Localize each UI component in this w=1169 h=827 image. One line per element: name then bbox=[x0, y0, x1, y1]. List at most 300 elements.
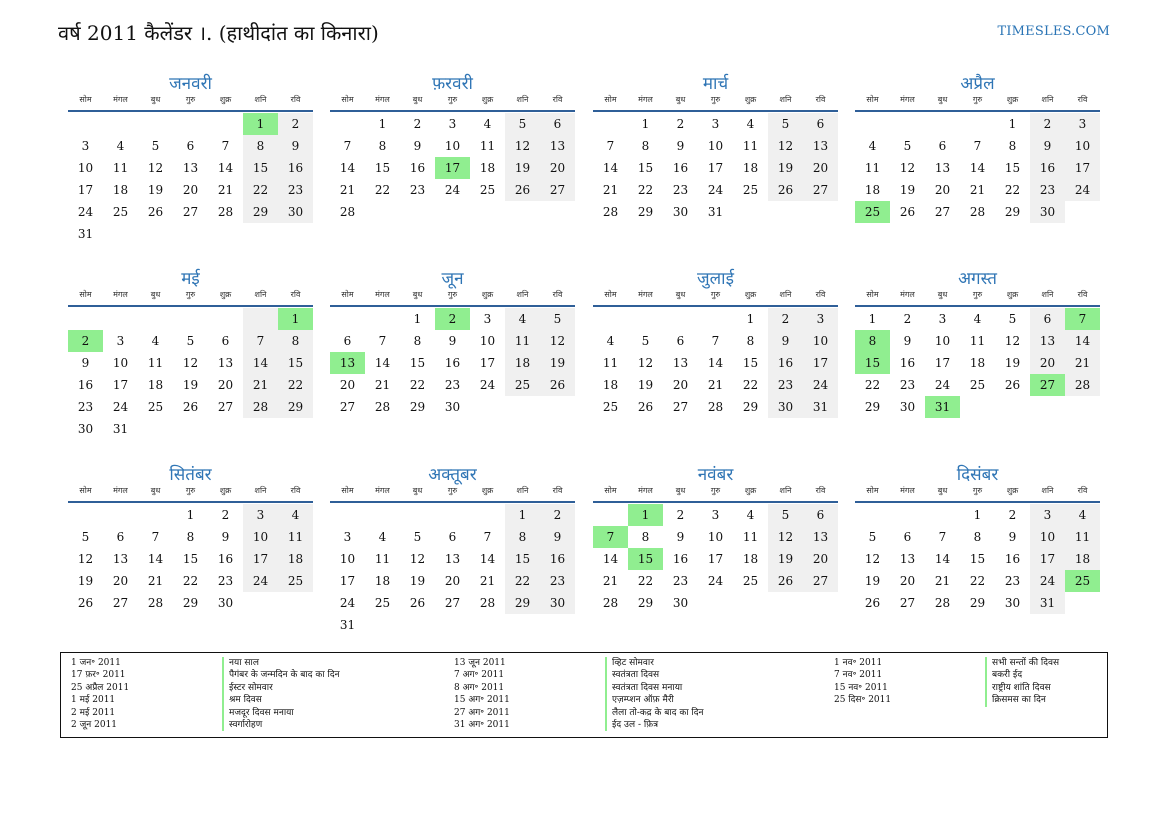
day-cell: 18 bbox=[479, 161, 496, 175]
header-rule bbox=[330, 110, 575, 112]
holiday-day-cell: 1 bbox=[628, 504, 663, 526]
day-cell: 13 bbox=[899, 552, 916, 566]
day-cell: 18 bbox=[147, 378, 164, 392]
day-grid bbox=[330, 308, 575, 418]
day-cell: 29 bbox=[1004, 205, 1021, 219]
day-cell: 19 bbox=[899, 183, 916, 197]
holiday-day-cell: 2 bbox=[68, 330, 103, 352]
day-cell: 17 bbox=[803, 352, 838, 374]
day-cell: 26 bbox=[768, 179, 803, 201]
day-cell: 19 bbox=[505, 157, 540, 179]
day-cell: 9 bbox=[413, 139, 422, 153]
day-cell: 30 bbox=[278, 201, 313, 223]
empty-cell bbox=[365, 308, 400, 330]
day-cell: 5 bbox=[413, 530, 422, 544]
day-cell: 3 bbox=[1065, 113, 1100, 135]
empty-cell bbox=[68, 113, 103, 135]
site-link[interactable]: TIMESLES.COM bbox=[997, 24, 1110, 39]
weekday-label: बुध bbox=[937, 486, 948, 495]
weekday-label: सोम bbox=[79, 290, 92, 299]
empty-cell bbox=[470, 504, 505, 526]
holiday-name: पैगंबर के जन्मदिन के बाद का दिन bbox=[222, 669, 340, 681]
day-cell: 20 bbox=[1030, 352, 1065, 374]
holiday-name: मजदूर दिवस मनाया bbox=[222, 707, 294, 719]
day-cell: 3 bbox=[938, 312, 947, 326]
day-cell: 4 bbox=[378, 530, 387, 544]
weekday-label: शुक्र bbox=[1006, 95, 1019, 104]
holiday-date: 25 दिस॰ 2011 bbox=[834, 695, 892, 706]
day-cell: 20 bbox=[672, 378, 689, 392]
day-cell: 12 bbox=[77, 552, 94, 566]
header-rule bbox=[330, 501, 575, 503]
day-cell: 16 bbox=[768, 352, 803, 374]
day-cell: 4 bbox=[868, 139, 877, 153]
month-block bbox=[330, 462, 575, 636]
day-cell: 6 bbox=[540, 113, 575, 135]
empty-cell bbox=[208, 308, 243, 330]
holiday-row bbox=[454, 694, 704, 706]
day-cell: 9 bbox=[278, 135, 313, 157]
day-cell: 5 bbox=[151, 139, 160, 153]
day-cell: 7 bbox=[243, 330, 278, 352]
month-name: अप्रैल bbox=[960, 74, 995, 94]
weekday-label: रवि bbox=[1077, 95, 1088, 104]
day-cell: 25 bbox=[742, 183, 759, 197]
day-cell: 15 bbox=[278, 352, 313, 374]
day-cell: 25 bbox=[505, 374, 540, 396]
day-cell: 28 bbox=[602, 596, 619, 610]
day-cell: 30 bbox=[672, 205, 689, 219]
day-cell: 24 bbox=[444, 183, 461, 197]
day-cell: 24 bbox=[112, 400, 129, 414]
weekday-label: शुक्र bbox=[219, 486, 232, 495]
holiday-date: 13 जून 2011 bbox=[454, 658, 506, 668]
day-cell: 18 bbox=[374, 574, 391, 588]
day-cell: 14 bbox=[147, 552, 164, 566]
day-cell: 12 bbox=[1004, 334, 1021, 348]
holiday-date: 15 अग॰ 2011 bbox=[454, 695, 510, 706]
day-cell: 21 bbox=[1065, 352, 1100, 374]
holiday-row bbox=[834, 694, 1059, 706]
day-cell: 25 bbox=[969, 378, 986, 392]
day-cell: 22 bbox=[243, 179, 278, 201]
day-cell: 18 bbox=[602, 378, 619, 392]
weekday-label: शनि bbox=[1041, 95, 1054, 104]
day-cell: 25 bbox=[147, 400, 164, 414]
holiday-row bbox=[454, 682, 704, 694]
holiday-name: बकरी ईद bbox=[985, 669, 1022, 681]
day-cell: 28 bbox=[969, 205, 986, 219]
day-cell: 29 bbox=[637, 205, 654, 219]
day-cell: 15 bbox=[374, 161, 391, 175]
day-cell: 14 bbox=[339, 161, 356, 175]
day-cell: 11 bbox=[742, 139, 759, 153]
weekday-label: शुक्र bbox=[1006, 486, 1019, 495]
day-cell: 10 bbox=[707, 139, 724, 153]
day-cell: 15 bbox=[742, 356, 759, 370]
holiday-list bbox=[60, 652, 1108, 738]
day-cell: 25 bbox=[112, 205, 129, 219]
day-cell: 22 bbox=[505, 570, 540, 592]
day-cell: 28 bbox=[374, 400, 391, 414]
holiday-row bbox=[71, 682, 340, 694]
day-cell: 28 bbox=[217, 205, 234, 219]
month-block bbox=[855, 71, 1100, 223]
day-cell: 10 bbox=[339, 552, 356, 566]
empty-cell bbox=[173, 308, 208, 330]
month-name: दिसंबर bbox=[956, 465, 999, 485]
day-cell: 21 bbox=[707, 378, 724, 392]
holiday-row bbox=[834, 682, 1059, 694]
day-cell: 24 bbox=[934, 378, 951, 392]
month-name: सितंबर bbox=[169, 465, 212, 485]
day-cell: 11 bbox=[147, 356, 164, 370]
empty-cell bbox=[103, 113, 138, 135]
day-cell: 5 bbox=[81, 530, 90, 544]
day-cell: 19 bbox=[637, 378, 654, 392]
day-cell: 12 bbox=[409, 552, 426, 566]
month-name: मार्च bbox=[702, 74, 729, 94]
weekday-label: गुरु bbox=[185, 290, 196, 299]
day-cell: 18 bbox=[278, 548, 313, 570]
day-cell: 10 bbox=[934, 334, 951, 348]
weekday-header bbox=[330, 484, 575, 498]
day-cell: 1 bbox=[505, 504, 540, 526]
holiday-date: 7 अग॰ 2011 bbox=[454, 670, 505, 681]
day-grid bbox=[68, 308, 313, 440]
day-cell: 14 bbox=[1065, 330, 1100, 352]
empty-cell bbox=[330, 113, 365, 135]
day-cell: 31 bbox=[77, 227, 94, 241]
day-cell: 23 bbox=[217, 574, 234, 588]
day-cell: 19 bbox=[1004, 356, 1021, 370]
day-cell: 31 bbox=[707, 205, 724, 219]
day-cell: 17 bbox=[707, 161, 724, 175]
weekday-label: शुक्र bbox=[481, 486, 494, 495]
holiday-date: 1 नव॰ 2011 bbox=[834, 658, 883, 668]
day-cell: 31 bbox=[112, 422, 129, 436]
weekday-label: मंगल bbox=[375, 95, 390, 104]
day-cell: 14 bbox=[217, 161, 234, 175]
day-cell: 14 bbox=[969, 161, 986, 175]
day-cell: 1 bbox=[1008, 117, 1017, 131]
day-cell: 21 bbox=[217, 183, 234, 197]
empty-cell bbox=[663, 308, 698, 330]
day-cell: 12 bbox=[864, 552, 881, 566]
day-cell: 18 bbox=[505, 352, 540, 374]
weekday-label: सोम bbox=[604, 95, 617, 104]
weekday-label: बुध bbox=[412, 95, 423, 104]
weekday-label: गुरु bbox=[185, 95, 196, 104]
day-cell: 14 bbox=[602, 161, 619, 175]
day-cell: 15 bbox=[637, 161, 654, 175]
day-cell: 15 bbox=[969, 552, 986, 566]
day-cell: 8 bbox=[186, 530, 195, 544]
day-cell: 13 bbox=[217, 356, 234, 370]
day-cell: 26 bbox=[182, 400, 199, 414]
empty-cell bbox=[400, 504, 435, 526]
day-cell: 17 bbox=[77, 183, 94, 197]
weekday-label: बुध bbox=[937, 290, 948, 299]
empty-cell bbox=[68, 308, 103, 330]
day-cell: 24 bbox=[339, 596, 356, 610]
day-cell: 22 bbox=[409, 378, 426, 392]
day-cell: 7 bbox=[221, 139, 230, 153]
day-cell: 27 bbox=[182, 205, 199, 219]
day-cell: 4 bbox=[973, 312, 982, 326]
day-cell: 4 bbox=[278, 504, 313, 526]
empty-cell bbox=[103, 308, 138, 330]
day-cell: 8 bbox=[641, 139, 650, 153]
weekday-label: गुरु bbox=[447, 290, 458, 299]
day-cell: 3 bbox=[343, 530, 352, 544]
day-cell: 21 bbox=[602, 574, 619, 588]
holiday-name: नया साल bbox=[222, 657, 259, 669]
holiday-day-cell: 8 bbox=[855, 330, 890, 352]
day-cell: 17 bbox=[243, 548, 278, 570]
day-cell: 29 bbox=[742, 400, 759, 414]
weekday-label: शुक्र bbox=[219, 290, 232, 299]
day-cell: 27 bbox=[112, 596, 129, 610]
holiday-day-cell: 2 bbox=[435, 308, 470, 330]
holiday-day-cell: 25 bbox=[1065, 570, 1100, 592]
day-cell: 31 bbox=[339, 618, 356, 632]
day-cell: 28 bbox=[339, 205, 356, 219]
day-cell: 8 bbox=[1008, 139, 1017, 153]
day-grid bbox=[330, 504, 575, 636]
day-cell: 8 bbox=[278, 330, 313, 352]
day-cell: 6 bbox=[343, 334, 352, 348]
day-cell: 20 bbox=[444, 574, 461, 588]
weekday-header bbox=[593, 288, 838, 302]
day-cell: 2 bbox=[278, 113, 313, 135]
day-cell: 14 bbox=[934, 552, 951, 566]
day-cell: 4 bbox=[505, 308, 540, 330]
day-cell: 24 bbox=[803, 374, 838, 396]
empty-cell bbox=[208, 113, 243, 135]
holiday-column bbox=[71, 657, 340, 731]
weekday-label: बुध bbox=[937, 95, 948, 104]
weekday-label: रवि bbox=[815, 486, 826, 495]
day-cell: 1 bbox=[868, 312, 877, 326]
day-cell: 11 bbox=[505, 330, 540, 352]
day-cell: 26 bbox=[147, 205, 164, 219]
day-cell: 11 bbox=[278, 526, 313, 548]
weekday-header bbox=[68, 93, 313, 107]
day-cell: 21 bbox=[934, 574, 951, 588]
holiday-name: स्वतंत्रता दिवस bbox=[605, 669, 659, 681]
holiday-date: 25 अप्रैल 2011 bbox=[71, 682, 130, 693]
day-cell: 22 bbox=[1004, 183, 1021, 197]
day-cell: 6 bbox=[1030, 308, 1065, 330]
month-block bbox=[68, 462, 313, 614]
day-cell: 23 bbox=[540, 570, 575, 592]
header-rule bbox=[68, 501, 313, 503]
day-cell: 3 bbox=[483, 312, 492, 326]
day-cell: 16 bbox=[672, 552, 689, 566]
day-cell: 30 bbox=[540, 592, 575, 614]
weekday-label: मंगल bbox=[375, 486, 390, 495]
day-cell: 11 bbox=[742, 530, 759, 544]
day-cell: 5 bbox=[186, 334, 195, 348]
day-cell: 8 bbox=[413, 334, 422, 348]
day-cell: 19 bbox=[540, 352, 575, 374]
day-cell: 20 bbox=[803, 548, 838, 570]
day-cell: 6 bbox=[903, 530, 912, 544]
day-cell: 1 bbox=[186, 508, 195, 522]
day-cell: 16 bbox=[1004, 552, 1021, 566]
weekday-label: शनि bbox=[779, 486, 792, 495]
day-cell: 28 bbox=[1065, 374, 1100, 396]
weekday-header bbox=[330, 93, 575, 107]
day-cell: 17 bbox=[339, 574, 356, 588]
weekday-label: बुध bbox=[150, 95, 161, 104]
day-cell: 21 bbox=[602, 183, 619, 197]
day-grid bbox=[855, 504, 1100, 614]
day-cell: 26 bbox=[637, 400, 654, 414]
header-rule bbox=[855, 305, 1100, 307]
day-grid bbox=[593, 308, 838, 418]
day-cell: 11 bbox=[479, 139, 496, 153]
day-cell: 22 bbox=[637, 574, 654, 588]
day-cell: 19 bbox=[768, 548, 803, 570]
day-cell: 17 bbox=[1030, 548, 1065, 570]
day-cell: 7 bbox=[378, 334, 387, 348]
header-rule bbox=[68, 305, 313, 307]
day-cell: 29 bbox=[969, 596, 986, 610]
holiday-day-cell: 31 bbox=[925, 396, 960, 418]
day-cell: 21 bbox=[243, 374, 278, 396]
month-name: जनवरी bbox=[169, 74, 212, 94]
holiday-day-cell: 25 bbox=[855, 201, 890, 223]
day-cell: 10 bbox=[1030, 526, 1065, 548]
empty-cell bbox=[243, 308, 278, 330]
day-cell: 18 bbox=[864, 183, 881, 197]
empty-cell bbox=[855, 113, 890, 135]
day-cell: 14 bbox=[374, 356, 391, 370]
weekday-header bbox=[593, 93, 838, 107]
day-cell: 16 bbox=[672, 161, 689, 175]
day-cell: 28 bbox=[147, 596, 164, 610]
month-block bbox=[855, 266, 1100, 418]
day-cell: 16 bbox=[77, 378, 94, 392]
weekday-label: बुध bbox=[412, 290, 423, 299]
holiday-name: व्हिट सोमवार bbox=[605, 657, 654, 669]
day-cell: 5 bbox=[768, 113, 803, 135]
day-cell: 25 bbox=[278, 570, 313, 592]
weekday-label: सोम bbox=[79, 486, 92, 495]
header-rule bbox=[593, 110, 838, 112]
weekday-header bbox=[330, 288, 575, 302]
day-cell: 3 bbox=[81, 139, 90, 153]
day-grid bbox=[68, 113, 313, 245]
day-cell: 27 bbox=[217, 400, 234, 414]
day-grid bbox=[68, 504, 313, 614]
day-cell: 9 bbox=[1008, 530, 1017, 544]
empty-cell bbox=[593, 113, 628, 135]
day-cell: 8 bbox=[378, 139, 387, 153]
day-cell: 1 bbox=[641, 117, 650, 131]
day-cell: 23 bbox=[672, 183, 689, 197]
day-cell: 5 bbox=[505, 113, 540, 135]
day-cell: 29 bbox=[182, 596, 199, 610]
day-cell: 18 bbox=[742, 552, 759, 566]
weekday-label: सोम bbox=[341, 95, 354, 104]
day-cell: 22 bbox=[278, 374, 313, 396]
month-block bbox=[593, 266, 838, 418]
day-cell: 19 bbox=[77, 574, 94, 588]
day-cell: 2 bbox=[1008, 508, 1017, 522]
weekday-label: शनि bbox=[1041, 486, 1054, 495]
empty-cell bbox=[960, 113, 995, 135]
day-cell: 2 bbox=[768, 308, 803, 330]
month-block bbox=[68, 266, 313, 440]
day-cell: 3 bbox=[243, 504, 278, 526]
day-cell: 12 bbox=[768, 526, 803, 548]
month-block bbox=[593, 462, 838, 614]
weekday-label: रवि bbox=[290, 290, 301, 299]
month-name: नवंबर bbox=[697, 465, 734, 485]
weekday-label: मंगल bbox=[375, 290, 390, 299]
weekday-header bbox=[855, 484, 1100, 498]
weekday-label: बुध bbox=[675, 486, 686, 495]
day-cell: 13 bbox=[672, 356, 689, 370]
day-cell: 26 bbox=[1004, 378, 1021, 392]
month-block bbox=[68, 71, 313, 245]
day-cell: 6 bbox=[221, 334, 230, 348]
weekday-label: शनि bbox=[516, 290, 529, 299]
empty-cell bbox=[890, 504, 925, 526]
weekday-label: शनि bbox=[779, 95, 792, 104]
empty-cell bbox=[138, 308, 173, 330]
day-cell: 12 bbox=[768, 135, 803, 157]
day-cell: 8 bbox=[746, 334, 755, 348]
weekday-label: सोम bbox=[341, 486, 354, 495]
day-cell: 13 bbox=[444, 552, 461, 566]
day-cell: 3 bbox=[448, 117, 457, 131]
day-cell: 30 bbox=[899, 400, 916, 414]
weekday-label: गुरु bbox=[710, 486, 721, 495]
day-cell: 11 bbox=[112, 161, 129, 175]
day-cell: 10 bbox=[112, 356, 129, 370]
empty-cell bbox=[925, 504, 960, 526]
day-cell: 9 bbox=[768, 330, 803, 352]
holiday-row bbox=[71, 719, 340, 731]
day-cell: 25 bbox=[742, 574, 759, 588]
day-cell: 3 bbox=[116, 334, 125, 348]
day-cell: 10 bbox=[803, 330, 838, 352]
day-cell: 2 bbox=[1030, 113, 1065, 135]
empty-cell bbox=[138, 504, 173, 526]
empty-cell bbox=[173, 113, 208, 135]
holiday-date: 27 अग॰ 2011 bbox=[454, 707, 510, 718]
day-cell: 16 bbox=[444, 356, 461, 370]
weekday-label: मंगल bbox=[900, 486, 915, 495]
empty-cell bbox=[68, 504, 103, 526]
empty-cell bbox=[435, 504, 470, 526]
month-name: मई bbox=[181, 269, 200, 289]
page-title: वर्ष 2011 कैलेंडर ।. (हाथीदांत का किनारा) bbox=[58, 21, 379, 45]
day-cell: 18 bbox=[112, 183, 129, 197]
day-cell: 21 bbox=[339, 183, 356, 197]
holiday-date: 8 अग॰ 2011 bbox=[454, 682, 505, 693]
day-cell: 27 bbox=[803, 570, 838, 592]
day-cell: 23 bbox=[899, 378, 916, 392]
day-cell: 7 bbox=[938, 530, 947, 544]
weekday-label: बुध bbox=[412, 486, 423, 495]
holiday-day-cell: 1 bbox=[278, 308, 313, 330]
day-cell: 2 bbox=[540, 504, 575, 526]
